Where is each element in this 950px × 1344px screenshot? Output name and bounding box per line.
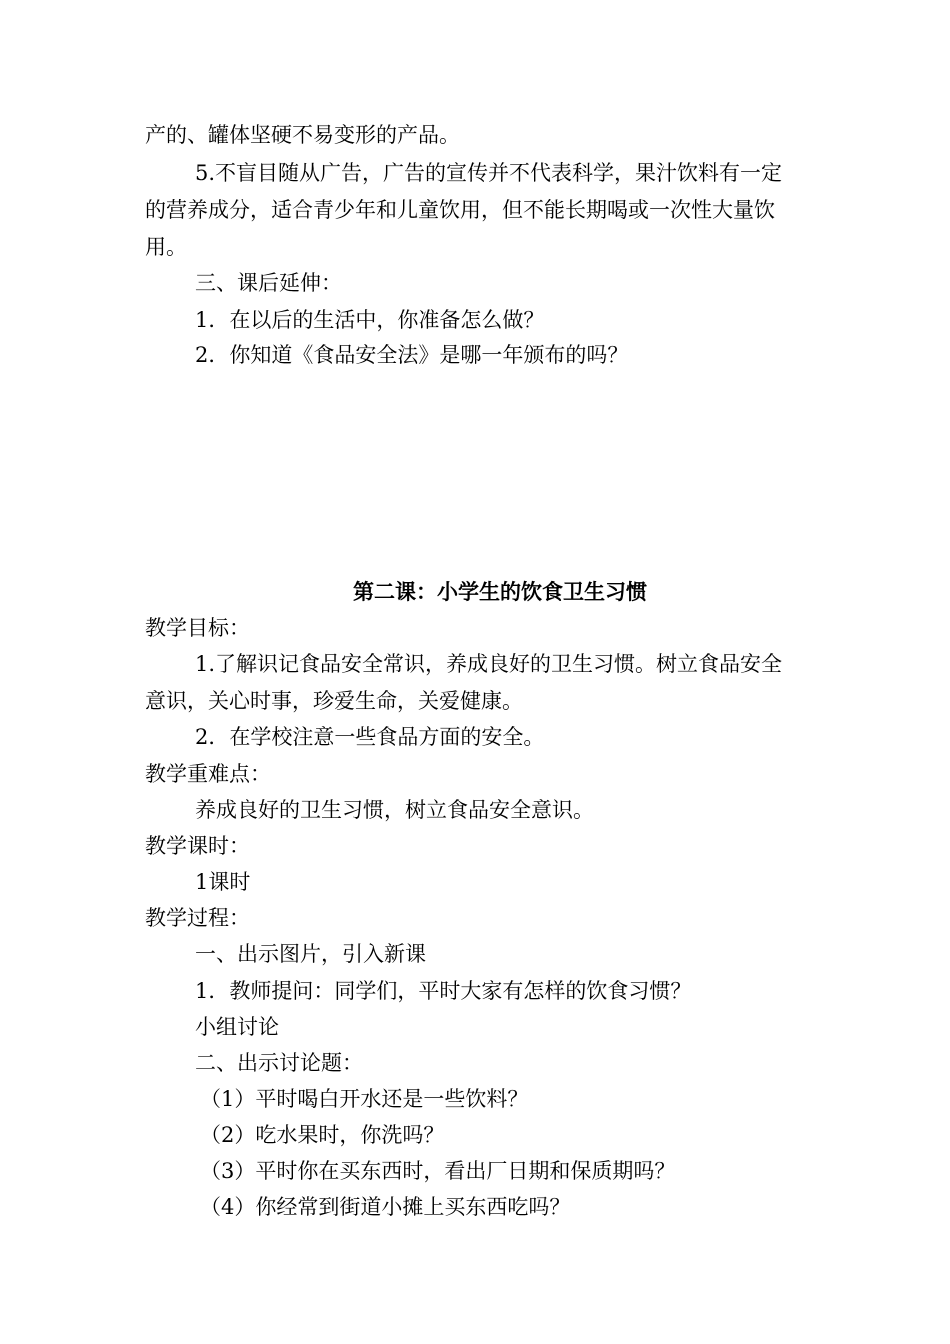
step-1-question: 1．教师提问：同学们，平时大家有怎样的饮食习惯？ [195, 979, 692, 1003]
goal-2: 2．在学校注意一些食品方面的安全。 [195, 725, 545, 749]
discussion-item-2: （2）吃水果时，你洗吗？ [200, 1123, 445, 1147]
time-text: 1课时 [195, 870, 251, 894]
step-1: 一、出示图片，引入新课 [195, 942, 426, 966]
time-heading: 教学课时： [145, 834, 250, 858]
key-heading: 教学重难点： [145, 762, 271, 786]
lesson-title: 第二课：小学生的饮食卫生习惯 [353, 580, 647, 604]
discussion-item-3: （3）平时你在买东西时，看出厂日期和保质期吗？ [200, 1159, 676, 1183]
goal-heading: 教学目标： [145, 616, 250, 640]
item-5-line-1: 5.不盲目随从广告，广告的宣传并不代表科学，果汁饮料有一定 [195, 161, 783, 185]
step-1-discussion: 小组讨论 [195, 1015, 279, 1039]
goal-1-line-2: 意识，关心时事，珍爱生命，关爱健康。 [145, 689, 523, 713]
discussion-item-1: （1）平时喝白开水还是一些饮料？ [200, 1087, 529, 1111]
process-heading: 教学过程： [145, 906, 250, 930]
question-2: 2．你知道《食品安全法》是哪一年颁布的吗？ [195, 343, 629, 367]
item-5-line-2: 的营养成分，适合青少年和儿童饮用，但不能长期喝或一次性大量饮 [145, 198, 775, 222]
item-5-line-3: 用。 [145, 235, 187, 259]
goal-1-line-1: 1.了解识记食品安全常识，养成良好的卫生习惯。树立食品安全 [195, 652, 783, 676]
discussion-item-4: （4）你经常到街道小摊上买东西吃吗？ [200, 1195, 571, 1219]
section-3-heading: 三、课后延伸： [195, 271, 342, 295]
step-2: 二、出示讨论题： [195, 1051, 363, 1075]
paragraph-continuation: 产的、罐体坚硬不易变形的产品。 [145, 123, 460, 147]
key-text: 养成良好的卫生习惯，树立食品安全意识。 [195, 798, 594, 822]
question-1: 1．在以后的生活中，你准备怎么做？ [195, 308, 545, 332]
